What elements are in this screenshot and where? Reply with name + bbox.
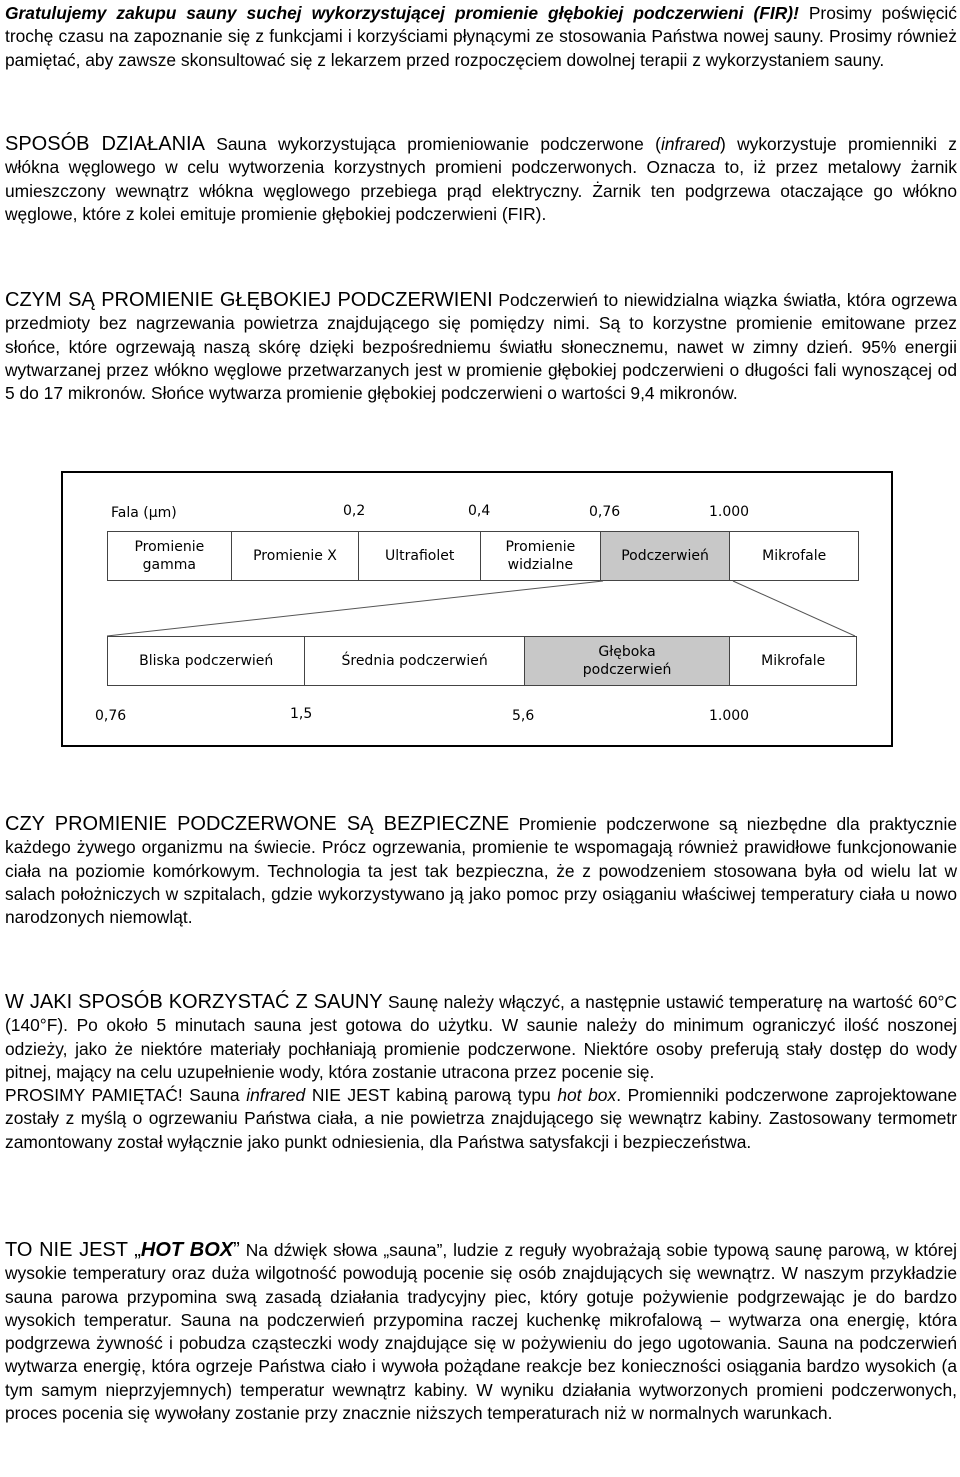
section-text: ) wykorzystuje promienniki z włókna węglowego w celu wytworzenia korzystnych promieni podczerwonych. Oznacza to, iż przez metalowy żarnik umieszczony wewnątrz włókna węglowego przebiega prąd elektryczny. Żarnik ten podgrzewa otaczające go włókno węglowe, które z kolei emituje promienie głębokiej podczerwieni (FIR). [5,134,957,224]
band-visible: Promienie widzialne [481,532,601,580]
band-gamma: Promienie gamma [108,532,232,580]
heading-italic: HOT BOX [140,1239,234,1261]
wave-label: Fala (µm) [111,505,177,521]
intro-highlight: Gratulujemy zakupu sauny suchej wykorzystującej promienie głębokiej podczerwieni (FIR)! [5,3,799,23]
intro-paragraph [5,2,957,72]
top-tick: 0,2 [343,503,366,519]
section-text: Na dźwięk słowa „sauna”, ludzie z reguły wyobrażają sobie typową saunę parową, w której wysokie temperatury oraz duża wilgotność powodują pocenie się osób znajdujących się wewnątrz. W naszym przykładzie sauna parowa przypomina swą zasadą działania tradycyjny piec, który gotuje pożywienie podgrzewając je do bardzo wysokich temperatur. Sauna na podczerwień przypomina raczej kuchenkę mikrofalową – wytwarza ona energię, która podgrzewa żywność i pobudza cząsteczki wody znajdujące się w pożywieniu do jego ugotowania. Sauna na podczerwień wytwarza energię, która ogrzeje Państwa ciało i wywoła pożądane reakcje bez konieczności osiągania bardzo wysokich (a tym samym nieprzyjemnych) temperatur wewnątrz kabiny. W wyniku działania wytworzonych promieni podczerwonych, proces pocenia się wywołany zostanie przy znacznie niższych temperaturach niż w normalnych warunkach. [5,1240,957,1424]
top-tick: 0,4 [468,503,491,519]
section-italic: infrared [660,134,720,154]
section-heading [5,1239,240,1261]
section-fir [5,289,957,405]
note-text: . Promienniki podczerwone zaprojektowane zostały z myślą o ogrzewaniu Państwa ciała, a nie powietrza znajdującego się wewnątrz kabiny. Zastosowany termometr zamontowany został wyłącznie jako punkt odniesienia, dla Państwa satysfakcji i bezpieczeństwa. [5,1085,958,1152]
section-text: Sauna wykorzystująca promieniowanie podczerwone ( [204,134,661,154]
band-microwave-2: Mikrofale [761,653,826,669]
section-heading: CZYM SĄ PROMIENIE GŁĘBOKIEJ PODCZERWIENI [5,289,493,311]
band-near-ir: Bliska podczerwień [108,637,305,685]
note-text: PROSIMY PAMIĘTAĆ! Sauna [5,1085,247,1106]
section-text: Promienie podczerwone są niezbędne dla praktycznie każdego żywego organizmu na świecie. Prócz ogrzewania, promienie te wspomagają również prawidłowe funkcjonowanie ciała na poziomie komórkowym. Technologia ta jest tak bezpieczna, że z powodzeniem stosowana była od wielu lat w salach położniczych w szpitalach, gdzie wykorzystywano ją jako pomoc przy osiąganiu właściwej temperatury ciała u nowo narodzonych niemowląt. [5,814,957,928]
bottom-tick: 5,6 [512,708,535,724]
band-x-ray: Promienie X [232,532,360,580]
bottom-tick: 1,5 [290,706,313,722]
note-italic: hot box [557,1085,617,1106]
intro-text: Prosimy poświęcić trochę czasu na zapoznanie się z funkcjami i korzyściami płynącymi ze stosowania Państwa nowej sauny. Prosimy również pamiętać, aby zawsze skonsultować się z lekarzem przed rozpoczęciem dowolnej terapii z wykorzystaniem sauny. [5,3,957,70]
note-text: NIE JEST kabiną parową typu [305,1085,558,1106]
heading-part: ” [233,1239,240,1261]
band-far-ir: Głęboka podczerwień [525,637,731,685]
infrared-row [107,636,857,686]
band-infrared: Podczerwień [601,532,731,580]
section-usage [5,991,957,1154]
section-heading: CZY PROMIENIE PODCZERWONE SĄ BEZPIECZNE [5,813,510,835]
section-hotbox [5,1239,957,1425]
section-heading: SPOSÓB DZIAŁANIA [5,133,205,155]
section-text: Saunę należy włączyć, a następnie ustawić temperaturę na wartość 60°C (140°F). Po około 5 minutach sauna jest gotowa do użytku. W saunie należy do minimum ograniczyć ilość noszonej odzieży, jako że niektóre materiały pochłaniają promienie podczerwone. Niektóre osoby preferują stały dostęp do wody pitnej, mający na celu uzupełnienie wody, która zostanie utracona przez pocenie się. [5,992,958,1082]
section-safety [5,813,957,929]
heading-part: TO NIE JEST „ [5,1239,141,1261]
band-ultraviolet: Ultrafiolet [359,532,481,580]
note-italic: infrared [246,1085,306,1106]
bottom-tick: 1.000 [709,708,750,724]
section-mechanism [5,133,957,226]
band-microwave: Mikrofale [762,548,827,564]
wavelength-diagram [61,471,893,747]
section-heading: W JAKI SPOSÓB KORZYSTAĆ Z SAUNY [5,991,383,1013]
band-mid-ir: Średnia podczerwień [305,637,524,685]
section-text: Podczerwień to niewidzialna wiązka światła, która ogrzewa przedmioty bez nagrzewania powietrza znajdującego się pomiędzy nimi. Są to korzystne promienie emitowane przez słońce, które ogrzewają naszą skórę dzięki bezpośredniemu światłu słonecznemu, nawet w zimny dzień. 95% energii wytwarzanej przez włókno węglowe przetwarzanych jest w promienie głębokiej podczerwieni o długości fali wynoszącej od 5 do 17 mikronów. Słońce wytwarza promienie głębokiej podczerwieni o wartości 9,4 mikronów. [5,290,957,404]
top-tick: 0,76 [589,504,621,520]
bottom-tick: 0,76 [95,708,127,724]
zoom-connector [63,473,891,745]
top-tick: 1.000 [709,504,750,520]
